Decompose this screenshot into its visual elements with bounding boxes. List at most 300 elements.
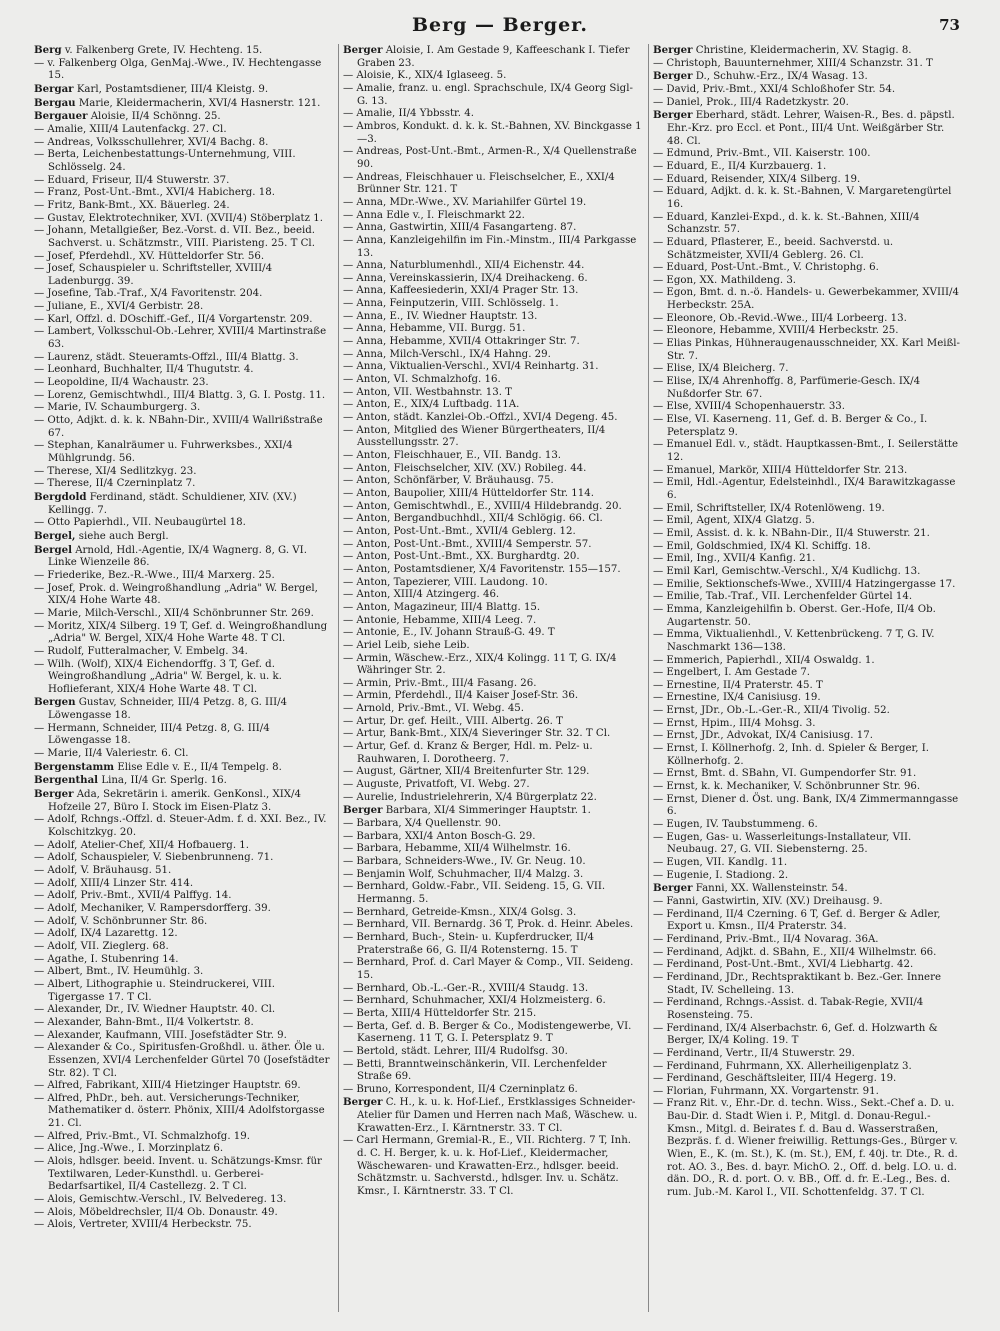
directory-entry xyxy=(653,718,961,731)
entry-text: — Ferdinand, II/4 Czerning. 6 T, Gef. d. Berger & Adler, Export u. Kmsn., II/4 Praterstr. 34. xyxy=(653,908,941,933)
directory-entry xyxy=(343,501,643,514)
directory-entry xyxy=(34,415,334,440)
directory-entry xyxy=(653,947,961,960)
entry-text: Marie, Kleidermacherin, XVI/4 Hasnerstr. 121. xyxy=(78,97,321,109)
entry-text: — Lambert, Volksschul-Ob.-Lehrer, XVIII/4 Martinstraße 63. xyxy=(34,326,327,351)
directory-entry xyxy=(653,566,961,579)
entry-text: — Anton, E., XIX/4 Luftbadg. 11A. xyxy=(343,399,520,411)
directory-entry xyxy=(343,551,643,564)
entry-text: — Adolf, Atelier-Chef, XII/4 Hofbauerg. 1. xyxy=(34,839,250,851)
directory-entry xyxy=(34,440,334,465)
directory-entry xyxy=(343,488,643,501)
directory-entry xyxy=(343,361,643,374)
entry-text: — Edmund, Priv.-Bmt., VII. Kaiserstr. 100. xyxy=(653,148,871,160)
entry-text: Arnold, Hdl.-Agentie, IX/4 Wagnerg. 8, G. VI. Linke Wienzeile 86. xyxy=(48,544,307,569)
directory-entry xyxy=(34,1030,334,1043)
entry-text: — Elise, IX/4 Ahrenhoffg. 8, Parfümerie-Gesch. IX/4 Nußdorfer Str. 67. xyxy=(653,376,921,400)
directory-entry xyxy=(653,997,961,1022)
entry-text: Aloisie, II/4 Schönng. 25. xyxy=(90,111,221,123)
directory-entry xyxy=(343,831,643,844)
directory-entry xyxy=(343,70,643,83)
entry-text: — Bertold, städt. Lehrer, III/4 Rudolfsg. 30. xyxy=(343,1045,568,1057)
directory-entry xyxy=(653,591,961,604)
directory-entry xyxy=(343,881,643,906)
entry-surname: Berger xyxy=(653,70,693,83)
directory-entry xyxy=(653,909,961,934)
directory-entry xyxy=(343,539,643,552)
entry-text: — Eduard, Pflasterer, E., beeid. Sachverstd. u. Schätzmeister, XVII/4 Geblerg. 26. Cl. xyxy=(653,236,894,261)
column-divider xyxy=(648,44,649,1312)
directory-entry xyxy=(34,748,334,761)
page-title: Berg — Berger. xyxy=(411,14,589,36)
entry-text: — Adolf, IX/4 Lazarettg. 12. xyxy=(34,928,178,940)
directory-entry xyxy=(343,577,643,590)
entry-text: — Anton, Fleischselcher, XIV. (XV.) Robileg. 44. xyxy=(343,462,587,474)
directory-entry xyxy=(34,149,334,174)
directory-entry xyxy=(343,412,643,425)
directory-entry xyxy=(34,97,334,111)
directory-entry xyxy=(34,491,334,517)
directory-entry xyxy=(34,390,334,403)
directory-entry xyxy=(653,579,961,592)
directory-column-1 xyxy=(34,44,334,1314)
directory-entry xyxy=(343,627,643,640)
directory-entry xyxy=(653,705,961,718)
entry-text: — Fritz, Bank-Bmt., XX. Bäuerleg. 24. xyxy=(34,199,230,211)
entry-text: — Ferdinand, Post-Unt.-Bmt., XVI/4 Liebhartg. 42. xyxy=(653,959,914,971)
directory-entry xyxy=(653,972,961,997)
entry-text: Aloisie, I. Am Gestade 9, Kaffeeschank I. Tiefer Graben 23. xyxy=(357,45,630,69)
entry-text: — Egon, XX. Mathildeng. 3. xyxy=(653,274,797,286)
entry-text: — Lorenz, Gemischtwhdl., III/4 Blattg. 3, G. I. Postg. 11. xyxy=(34,389,326,401)
entry-text: — Anna, Gastwirtin, XIII/4 Fasangarteng. 87. xyxy=(343,222,577,234)
entry-text: — Wilh. (Wolf), XIX/4 Eichendorffg. 3 T, Gef. d. Weingroßhandlung „Adria" W. Bergel, k. u. k. Hoflieferant, XIX/4 Hohe Warte 48. T Cl. xyxy=(34,658,282,695)
entry-text: — Artur, Bank-Bmt., XIX/4 Sieveringer Str. 32. T Cl. xyxy=(343,728,611,740)
directory-entry xyxy=(653,237,961,262)
directory-entry xyxy=(343,653,643,678)
entry-text: — Emanuel Edl. v., städt. Hauptkassen-Bmt., I. Seilerstätte 12. xyxy=(653,439,959,463)
directory-entry xyxy=(653,870,961,883)
directory-entry xyxy=(34,788,334,814)
entry-surname: Bergen xyxy=(34,696,76,709)
entry-surname: Berger xyxy=(343,1096,383,1109)
directory-entry xyxy=(653,882,961,896)
entry-text: — Ferdinand, Adjkt. d. SBahn, E., XII/4 Wilhelmstr. 66. xyxy=(653,946,937,958)
entry-text: — Therese, II/4 Czerninplatz 7. xyxy=(34,478,196,490)
directory-entry xyxy=(653,553,961,566)
directory-entry xyxy=(34,761,334,775)
entry-text: — Josef, Schauspieler u. Schriftsteller, XVIII/4 Ladenburgg. 39. xyxy=(34,263,273,287)
entry-text: — Ernst, Hpim., III/4 Mohsg. 3. xyxy=(653,717,816,729)
entry-surname: Berger xyxy=(653,109,693,122)
directory-entry xyxy=(343,323,643,336)
directory-entry xyxy=(34,583,334,608)
directory-entry xyxy=(343,907,643,920)
entry-text: — Emmerich, Papierhdl., XII/4 Oswaldg. 1. xyxy=(653,654,875,666)
entry-text: — Alois, Möbeldrechsler, II/4 Ob. Donaustr. 49. xyxy=(34,1206,278,1218)
directory-entry xyxy=(653,212,961,237)
entry-text: — Amalie, franz. u. engl. Sprachschule, IX/4 Georg Sigl-G. 13. xyxy=(343,82,633,107)
directory-entry xyxy=(653,109,961,148)
entry-text: — Aloisie, K., XIX/4 Iglaseeg. 5. xyxy=(343,70,507,82)
entry-text: — Christoph, Bauunternehmer, XIII/4 Schanzstr. 31. T xyxy=(653,57,933,69)
entry-surname: Berg xyxy=(34,44,62,56)
entry-surname: Bergdold xyxy=(34,490,87,503)
entry-text: — Florian, Fuhrmann, XX. Vorgartenstr. 91. xyxy=(653,1085,879,1097)
entry-text: — Anna, Kaffeesiederin, XXI/4 Prager Str. 13. xyxy=(343,285,579,297)
entry-text: — Bernhard, VII. Bernardg. 36 T, Prok. d. Heinr. Abeles. xyxy=(343,919,634,931)
page-number: 73 xyxy=(939,16,960,34)
directory-entry xyxy=(343,1046,643,1059)
entry-text: — Bernhard, Getreide-Kmsn., XIX/4 Golsg. 3. xyxy=(343,906,577,918)
entry-text: Lina, II/4 Gr. Sperlg. 16. xyxy=(101,775,227,787)
entry-text: — Alfred, PhDr., beh. aut. Versicherungs-Techniker, Mathematiker d. österr. Phönix, XIII/4 Adolfstorgasse 21. Cl. xyxy=(34,1092,325,1130)
directory-entry xyxy=(34,1004,334,1017)
entry-text: Christine, Kleidermacherin, XV. Stagig. 8. xyxy=(695,45,912,56)
entry-text: — Barbara, Schneiders-Wwe., IV. Gr. Neug. 10. xyxy=(343,856,586,867)
entry-text: — Anna, MDr.-Wwe., XV. Mariahilfer Gürtel 19. xyxy=(343,196,587,208)
directory-entry xyxy=(653,70,961,84)
entry-text: — Anton, Gemischtwhdl., E., XVIII/4 Hildebrandg. 20. xyxy=(343,500,622,512)
entry-text: — Bernhard, Ob.-L.-Ger.-R., XVIII/4 Staudg. 13. xyxy=(343,982,589,994)
entry-text: — Antonie, Hebamme, XIII/4 Leeg. 7. xyxy=(343,614,537,626)
entry-text: — Josef, Prok. d. Weingroßhandlung „Adria" W. Bergel, XIX/4 Hohe Warte 48. xyxy=(34,582,318,607)
entry-surname: Bergauer xyxy=(34,110,88,123)
directory-entry xyxy=(34,941,334,954)
directory-entry xyxy=(34,200,334,213)
directory-entry xyxy=(343,210,643,223)
directory-entry xyxy=(34,213,334,226)
directory-entry xyxy=(343,728,643,741)
directory-entry xyxy=(34,314,334,327)
directory-entry xyxy=(34,1017,334,1030)
entry-text: — Adolf, V. Schönbrunner Str. 86. xyxy=(34,915,208,927)
entry-text: — Anton, Post-Unt.-Bmt., XVIII/4 Semperstr. 57. xyxy=(343,538,592,550)
directory-entry xyxy=(653,1073,961,1086)
directory-entry xyxy=(343,387,643,400)
directory-entry xyxy=(343,804,643,818)
directory-entry xyxy=(343,146,643,171)
entry-text: — Adolf, XIII/4 Linzer Str. 414. xyxy=(34,877,194,889)
entry-text: — Bernhard, Schuhmacher, XXI/4 Holzmeisterg. 6. xyxy=(343,995,606,1007)
entry-text: — Emilie, Tab.-Traf., VII. Lerchenfelder Gürtel 14. xyxy=(653,591,913,603)
entry-text: — Emma, Kanzleigehilfin b. Oberst. Ger.-Hofe, II/4 Ob. Augartenstr. 50. xyxy=(653,603,936,628)
directory-entry xyxy=(34,175,334,188)
entry-text: — Franz, Post-Unt.-Bmt., XVI/4 Habicherg. 18. xyxy=(34,187,275,199)
entry-text: — Emil, Hdl.-Agentur, Edelsteinhdl., IX/4 Barawitzkagasse 6. xyxy=(653,477,956,501)
entry-text: — Auguste, Privatfoft, VI. Webg. 27. xyxy=(343,779,530,791)
directory-entry xyxy=(653,325,961,338)
directory-entry xyxy=(653,465,961,478)
entry-text: Fanni, XX. Wallensteinstr. 54. xyxy=(695,883,848,895)
directory-entry xyxy=(653,439,961,464)
directory-entry xyxy=(653,528,961,541)
directory-entry xyxy=(343,260,643,273)
directory-entry xyxy=(343,336,643,349)
directory-entry xyxy=(34,696,334,722)
entry-surname: Bergenthal xyxy=(34,774,99,787)
directory-entry xyxy=(34,954,334,967)
directory-entry xyxy=(34,466,334,479)
directory-entry xyxy=(653,338,961,363)
directory-entry xyxy=(343,932,643,957)
directory-entry xyxy=(34,44,334,58)
entry-text: — Anton, XIII/4 Atzingerg. 46. xyxy=(343,589,500,601)
entry-text: — Otto, Adjkt. d. k. k. NBahn-Dir., XVIII/4 Wallrißstraße 67. xyxy=(34,415,323,439)
directory-entry xyxy=(343,83,643,108)
entry-surname: Berger xyxy=(653,44,693,56)
directory-entry xyxy=(34,890,334,903)
entry-text: — Eugen, VII. Kandlg. 11. xyxy=(653,857,788,868)
entry-text: — Adolf, Schauspieler, V. Siebenbrunneng. 71. xyxy=(34,852,274,864)
entry-text: — Ernst, Diener d. Öst. ung. Bank, IX/4 Zimmermanngasse 6. xyxy=(653,793,959,818)
entry-surname: Bergel, xyxy=(34,529,76,542)
entry-text: — Eduard, Post-Unt.-Bmt., V. Christophg. 6. xyxy=(653,262,879,274)
directory-entry xyxy=(653,262,961,275)
entry-text: — Josefine, Tab.-Traf., X/4 Favoritenstr. 204. xyxy=(34,288,263,300)
entry-text: — Barbara, XXI/4 Anton Bosch-G. 29. xyxy=(343,830,536,842)
entry-text: — Anton, VII. Westbahnstr. 13. T xyxy=(343,386,512,398)
entry-text: — Anton, Post-Unt.-Bmt., XX. Burghardtg. 20. xyxy=(343,551,580,563)
entry-text: — Eugen, Gas- u. Wasserleitungs-Installateur, VII. Neubaug. 27, G. VII. Siebensterng. 25. xyxy=(653,831,912,856)
entry-text: — Johann, Metallgießer, Bez.-Vorst. d. VII. Bez., beeid. Sachverst. u. Schätzmstr., VIII. Piaristeng. 25. T Cl. xyxy=(34,225,316,249)
entry-text: — Gustav, Elektrotechniker, XVI. (XVII/4) Stöberplatz 1. xyxy=(34,212,323,224)
entry-text: — Emma, Viktualienhdl., V. Kettenbrückeng. 7 T, G. IV. Naschmarkt 136—138. xyxy=(653,629,935,653)
directory-entry xyxy=(343,957,643,982)
entry-text: — Ernst, Bmt. d. SBahn, VI. Gumpendorfer Str. 91. xyxy=(653,768,917,780)
entry-text: — Andreas, Post-Unt.-Bmt., Armen-R., X/4 Quellenstraße 90. xyxy=(343,146,637,170)
entry-text: Ada, Sekretärin i. amerik. GenKonsl., XIX/4 Hofzeile 27, Büro I. Stock im Eisen-Platz 3. xyxy=(48,789,301,813)
entry-text: — Therese, XI/4 Sedlitzkyg. 23. xyxy=(34,465,197,477)
directory-entry xyxy=(653,363,961,376)
directory-entry xyxy=(34,530,334,544)
entry-text: — Berta, Gef. d. B. Berger & Co., Modistengewerbe, VI. Kaserneng. 11 T, G. I. Petersplatz 9. T xyxy=(343,1020,632,1045)
entry-text: — Stephan, Kanalräumer u. Fuhrwerksbes., XXI/4 Mühlgrundg. 56. xyxy=(34,440,293,464)
directory-entry xyxy=(34,187,334,200)
directory-entry xyxy=(653,1061,961,1074)
entry-text: — Emil, Ing., XVII/4 Kanfig. 21. xyxy=(653,553,816,565)
directory-entry xyxy=(343,1135,643,1198)
entry-text: — Emanuel, Markör, XIII/4 Hütteldorfer Str. 213. xyxy=(653,464,908,476)
directory-entry xyxy=(34,840,334,853)
directory-entry xyxy=(34,659,334,697)
directory-entry xyxy=(34,352,334,365)
directory-entry xyxy=(653,692,961,705)
directory-entry xyxy=(653,503,961,516)
entry-text: — Eduard, Friseur, II/4 Stuwerstr. 37. xyxy=(34,174,230,186)
entry-text: — Leonhard, Buchhalter, II/4 Thugutstr. 4. xyxy=(34,364,254,376)
entry-text: — Eugenie, I. Stadiong. 2. xyxy=(653,869,789,881)
directory-entry xyxy=(343,450,643,463)
entry-text: — Eleonore, Ob.-Revid.-Wwe., III/4 Lorbeerg. 13. xyxy=(653,312,907,324)
directory-entry xyxy=(343,983,643,996)
directory-entry xyxy=(34,1219,334,1232)
entry-text: — Armin, Priv.-Bmt., III/4 Fasang. 26. xyxy=(343,677,537,689)
directory-entry xyxy=(34,916,334,929)
directory-entry xyxy=(34,979,334,1004)
directory-entry xyxy=(653,1048,961,1061)
directory-entry xyxy=(343,235,643,260)
directory-entry xyxy=(653,376,961,401)
entry-text: — Emil Karl, Gemischtw.-Verschl., X/4 Kudlichg. 13. xyxy=(653,565,921,577)
entry-surname: Berger xyxy=(34,788,74,801)
entry-text: — Ernst, I. Köllnerhofg. 2, Inh. d. Spieler & Berger, I. Köllnerhofg. 2. xyxy=(653,743,929,767)
directory-entry xyxy=(343,1059,643,1084)
entry-text: — Ambros, Kondukt. d. k. k. St.-Bahnen, XV. Binckgasse 1—3. xyxy=(343,120,642,145)
directory-entry xyxy=(343,741,643,766)
directory-entry xyxy=(343,818,643,831)
entry-text: — Bernhard, Buch-, Stein- u. Kupferdrucker, II/4 Praterstraße 66, G. II/4 Rotensterng. 15. T xyxy=(343,931,594,956)
entry-text: — Ferdinand, Priv.-Bmt., II/4 Novarag. 36A. xyxy=(653,933,879,945)
directory-entry xyxy=(34,137,334,150)
directory-entry xyxy=(343,589,643,602)
directory-entry xyxy=(34,288,334,301)
directory-entry xyxy=(653,768,961,781)
directory-entry xyxy=(343,197,643,210)
entry-text: — Anton, Bergandbuchhdl., XII/4 Schlögig. 66. Cl. xyxy=(343,513,603,525)
entry-text: — Ferdinand, Fuhrmann, XX. Allerheiligenplatz 3. xyxy=(653,1060,912,1072)
directory-entry xyxy=(343,1008,643,1021)
entry-text: — Moritz, XIX/4 Silberg. 19 T, Gef. d. Weingroßhandlung „Adria" W. Bergel, XIX/4 Hohe Warte 48. T Cl. xyxy=(34,620,328,645)
directory-entry xyxy=(343,856,643,869)
directory-entry xyxy=(653,781,961,794)
directory-entry xyxy=(653,730,961,743)
directory-entry xyxy=(343,678,643,691)
directory-entry xyxy=(34,723,334,748)
entry-text: — Rudolf, Futteralmacher, V. Embelg. 34. xyxy=(34,645,248,657)
directory-entry xyxy=(34,326,334,351)
entry-text: — Adolf, VII. Zieglerg. 68. xyxy=(34,940,169,952)
directory-entry xyxy=(34,517,334,530)
entry-text: — Leopoldine, II/4 Wachaustr. 23. xyxy=(34,377,209,389)
entry-text: — Emilie, Sektionschefs-Wwe., XVIII/4 Hatzingergasse 17. xyxy=(653,578,956,590)
directory-entry xyxy=(34,58,334,83)
entry-text: — Anton, Magazineur, III/4 Blattg. 15. xyxy=(343,601,541,613)
entry-text: — Elise, IX/4 Bleicherg. 7. xyxy=(653,363,789,375)
directory-entry xyxy=(34,83,334,97)
entry-text: — August, Gärtner, XII/4 Breitenfurter Str. 129. xyxy=(343,766,590,778)
directory-entry xyxy=(653,275,961,288)
directory-entry xyxy=(653,934,961,947)
entry-text: — Anna, Hebamme, XVII/4 Ottakringer Str. 7. xyxy=(343,336,580,348)
entry-surname: Berger xyxy=(653,882,693,895)
entry-text: — Ferdinand, JDr., Rechtspraktikant b. Bez.-Ger. Innere Stadt, IV. Schelleing. 13. xyxy=(653,971,941,996)
entry-text: — Eduard, Kanzlei-Expd., d. k. k. St.-Bahnen, XIII/4 Schanzstr. 57. xyxy=(653,211,920,236)
directory-entry xyxy=(34,110,334,124)
entry-text: — Anna, Milch-Verschl., IX/4 Hahng. 29. xyxy=(343,348,551,360)
entry-text: — Anton, Schönfärber, V. Bräuhausg. 75. xyxy=(343,475,554,487)
entry-text: v. Falkenberg Grete, IV. Hechteng. 15. xyxy=(64,45,263,56)
entry-text: D., Schuhw.-Erz., IX/4 Wasag. 13. xyxy=(695,71,868,83)
directory-entry xyxy=(343,273,643,286)
directory-entry xyxy=(34,364,334,377)
directory-entry xyxy=(653,680,961,693)
entry-text: siehe auch Bergl. xyxy=(78,530,169,542)
directory-entry xyxy=(34,1042,334,1080)
directory-entry xyxy=(343,766,643,779)
entry-text: — Anton, Postamtsdiener, X/4 Favoritenstr. 155—157. xyxy=(343,563,621,575)
entry-text: — Ernst, JDr., Ob.-L.-Ger.-R., XII/4 Tivolig. 52. xyxy=(653,705,890,717)
directory-entry xyxy=(653,313,961,326)
directory-column-2 xyxy=(343,44,643,1314)
entry-text: — Alice, Jng.-Wwe., I. Morzinplatz 6. xyxy=(34,1143,224,1155)
entry-text: — Amalie, II/4 Ybbsstr. 4. xyxy=(343,108,475,120)
directory-entry xyxy=(34,966,334,979)
directory-entry xyxy=(34,903,334,916)
directory-entry xyxy=(653,1086,961,1099)
directory-entry xyxy=(653,84,961,97)
entry-text: — Else, XVIII/4 Schopenhauerstr. 33. xyxy=(653,401,846,413)
entry-text: — Engelbert, I. Am Gestade 7. xyxy=(653,667,811,679)
entry-text: — Alexander, Bahn-Bmt., II/4 Volkertstr. 8. xyxy=(34,1016,254,1028)
entry-text: — v. Falkenberg Olga, GenMaj.-Wwe., IV. Hechtengasse 15. xyxy=(34,57,322,82)
entry-text: — Alois, Vertreter, XVIII/4 Herbeckstr. 75. xyxy=(34,1219,252,1231)
entry-text: — Laurenz, städt. Steueramts-Offzl., III/4 Blattg. 3. xyxy=(34,351,299,363)
directory-entry xyxy=(34,377,334,390)
column-divider xyxy=(338,44,339,1312)
entry-text: — Josef, Pferdehdl., XV. Hütteldorfer Str. 56. xyxy=(34,250,265,262)
directory-entry xyxy=(343,792,643,805)
entry-text: — Betti, Branntweinschänkerin, VII. Lerchenfelder Straße 69. xyxy=(343,1058,607,1083)
directory-entry xyxy=(343,1021,643,1046)
directory-entry xyxy=(34,301,334,314)
directory-entry xyxy=(653,401,961,414)
directory-entry xyxy=(343,285,643,298)
entry-text: — Bernhard, Prof. d. Carl Mayer & Comp., VII. Seideng. 15. xyxy=(343,957,634,981)
directory-entry xyxy=(34,1143,334,1156)
directory-entry xyxy=(653,655,961,668)
entry-text: — Friederike, Bez.-R.-Wwe., III/4 Marxerg. 25. xyxy=(34,569,275,581)
directory-entry xyxy=(34,251,334,264)
directory-entry xyxy=(34,263,334,288)
directory-entry xyxy=(343,1096,643,1135)
entry-text: Ferdinand, städt. Schuldiener, XIV. (XV.) Kellingg. 7. xyxy=(48,491,297,516)
entry-text: — Anton, VI. Schmalzhofg. 16. xyxy=(343,374,501,386)
directory-entry xyxy=(653,629,961,654)
directory-entry xyxy=(343,602,643,615)
entry-text: — Eduard, Adjkt. d. k. k. St.-Bahnen, V. Margaretengürtel 16. xyxy=(653,186,952,210)
entry-text: — Anton, Tapezierer, VIII. Laudong. 10. xyxy=(343,576,548,588)
entry-text: — Barbara, X/4 Quellenstr. 90. xyxy=(343,818,502,830)
entry-text: — Otto Papierhdl., VII. Neubaugürtel 18. xyxy=(34,517,246,529)
entry-text: — Ariel Leib, siehe Leib. xyxy=(343,639,470,651)
directory-entry xyxy=(343,513,643,526)
directory-entry xyxy=(653,832,961,857)
entry-text: — Ferdinand, IX/4 Alserbachstr. 6, Gef. d. Holzwarth & Berger, IX/4 Koling. 19. T xyxy=(653,1022,938,1047)
entry-text: — Ferdinand, Vertr., II/4 Stuwerstr. 29. xyxy=(653,1047,855,1059)
directory-entry xyxy=(343,843,643,856)
entry-text: — Alfred, Priv.-Bmt., VI. Schmalzhofg. 19. xyxy=(34,1130,251,1142)
entry-text: — Andreas, Fleischhauer u. Fleischselcher, E., XXI/4 Brünner Str. 121. T xyxy=(343,171,615,196)
directory-entry xyxy=(34,1131,334,1144)
directory-entry xyxy=(653,287,961,312)
directory-entry xyxy=(653,794,961,819)
directory-entry xyxy=(653,604,961,629)
entry-text: — Marie, IV. Schaumburgerg. 3. xyxy=(34,402,201,414)
directory-entry xyxy=(34,852,334,865)
entry-text: Eberhard, städt. Lehrer, Waisen-R., Bes. d. päpstl. Ehr.-Krz. pro Eccl. et Pont., III/4 Unt. Weißgärber Str. 48. Cl. xyxy=(667,110,955,147)
directory-entry xyxy=(34,124,334,137)
directory-entry xyxy=(343,311,643,324)
directory-entry xyxy=(653,44,961,58)
entry-text: — Anton, städt. Kanzlei-Ob.-Offzl., XVI/4 Degeng. 45. xyxy=(343,412,618,424)
directory-entry xyxy=(343,425,643,450)
directory-entry xyxy=(343,919,643,932)
directory-entry xyxy=(34,478,334,491)
entry-surname: Bergar xyxy=(34,82,74,95)
directory-entry xyxy=(653,1023,961,1048)
directory-entry xyxy=(653,896,961,909)
